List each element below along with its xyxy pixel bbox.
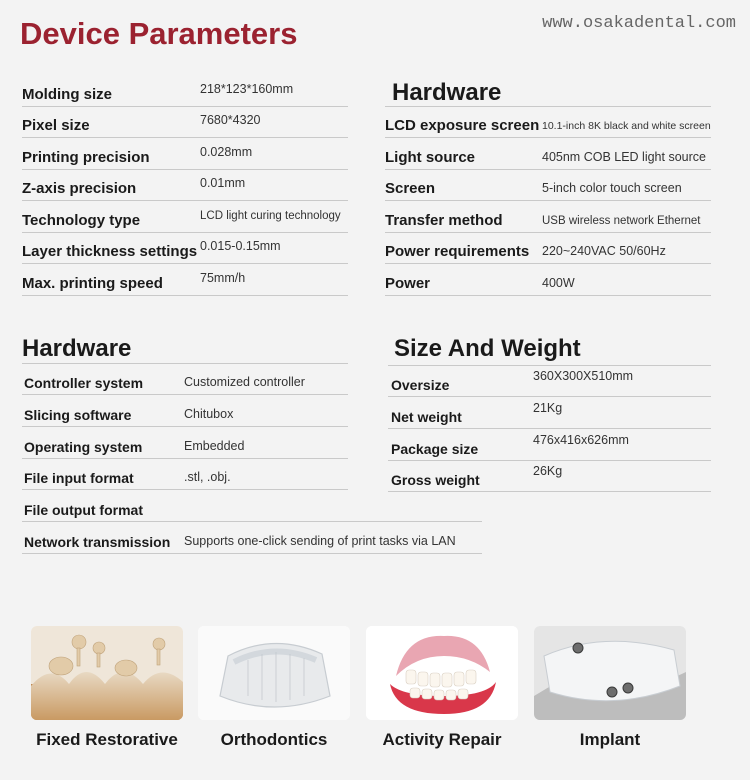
spec-value: Embedded	[184, 439, 245, 453]
spec-label: Gross weight	[391, 472, 480, 488]
spec-label: Network transmission	[24, 534, 171, 550]
spec-label: Max. printing speed	[22, 275, 163, 292]
hardware-heading: Hardware	[22, 335, 132, 362]
spec-row	[22, 491, 482, 522]
spec-value: 0.028mm	[200, 145, 253, 159]
spec-row	[22, 202, 348, 233]
spec-value: 21Kg	[533, 401, 563, 415]
spec-label: File input format	[24, 470, 134, 486]
spec-row	[22, 170, 348, 201]
spec-value: USB wireless network Ethernet	[542, 215, 701, 227]
spec-row	[22, 107, 348, 138]
spec-label: File output format	[24, 502, 143, 518]
caption-implant: Implant	[579, 730, 641, 749]
spec-label: Molding size	[22, 86, 112, 103]
spec-row	[385, 202, 711, 233]
spec-row	[22, 428, 348, 459]
spec-label: Slicing software	[24, 407, 132, 423]
spec-value: LCD light curing technology	[200, 210, 341, 222]
spec-row	[385, 107, 711, 138]
spec-value: Chitubox	[184, 407, 234, 421]
spec-row	[22, 233, 348, 264]
spec-label: Net weight	[391, 409, 462, 425]
spec-row	[385, 265, 711, 296]
spec-row	[22, 396, 348, 427]
spec-value: 405nm COB LED light source	[542, 150, 706, 164]
spec-value: 7680*4320	[200, 113, 261, 127]
orthodontics-image	[198, 626, 350, 720]
spec-label: Controller system	[24, 375, 144, 391]
spec-label: Z-axis precision	[22, 180, 137, 197]
spec-label: Operating system	[24, 439, 143, 455]
spec-label: Light source	[385, 149, 476, 166]
spec-row	[388, 430, 711, 461]
spec-label: Screen	[385, 180, 436, 197]
spec-value: 220~240VAC 50/60Hz	[542, 244, 666, 258]
hardware-heading: Hardware	[392, 79, 502, 106]
spec-value: 5-inch color touch screen	[542, 181, 682, 195]
spec-row	[385, 233, 711, 264]
caption-orthodontics: Orthodontics	[220, 730, 328, 749]
spec-value: 218*123*160mm	[200, 82, 294, 96]
spec-row	[22, 76, 348, 107]
activity-repair-image	[366, 626, 518, 720]
spec-row	[22, 139, 348, 170]
fixed-restorative-image	[31, 626, 183, 720]
size-weight-heading: Size And Weight	[394, 335, 581, 362]
spec-label: Package size	[391, 441, 479, 457]
spec-value: 10.1-inch 8K black and white screen	[542, 120, 711, 132]
spec-label: Transfer method	[385, 212, 503, 229]
spec-value: 0.01mm	[200, 176, 246, 190]
spec-value: .stl, .obj.	[184, 470, 231, 484]
spec-label: Power	[385, 275, 431, 292]
spec-value: Customized controller	[184, 375, 305, 389]
spec-label: Technology type	[22, 212, 141, 229]
spec-row	[388, 461, 711, 492]
spec-row	[388, 366, 711, 397]
spec-value: 360X300X510mm	[533, 369, 634, 383]
spec-label: Printing precision	[22, 149, 150, 166]
spec-label: Layer thickness settings	[22, 243, 198, 260]
application-gallery	[0, 626, 750, 776]
spec-row	[388, 398, 711, 429]
caption-activity-repair: Activity Repair	[382, 730, 502, 749]
spec-value: 26Kg	[533, 464, 563, 478]
spec-value: 75mm/h	[200, 271, 246, 285]
spec-row	[22, 523, 482, 554]
site-url: www.osakadental.com	[542, 14, 736, 33]
spec-value: 0.015-0.15mm	[200, 239, 281, 253]
caption-fixed-restorative: Fixed Restorative	[36, 730, 178, 749]
spec-row	[385, 170, 711, 201]
implant-image	[534, 626, 686, 720]
spec-label: LCD exposure screen	[385, 117, 540, 134]
page-title: Device Parameters	[20, 16, 298, 51]
spec-row	[385, 139, 711, 170]
spec-label: Power requirements	[385, 243, 530, 260]
spec-value: Supports one-click sending of print tasks via LAN	[184, 534, 456, 548]
spec-label: Pixel size	[22, 117, 90, 134]
spec-row	[22, 364, 348, 395]
spec-value: 476x416x626mm	[533, 433, 629, 447]
spec-value: 400W	[542, 276, 575, 290]
spec-row	[22, 459, 348, 490]
spec-label: Oversize	[391, 377, 450, 393]
spec-row	[22, 265, 348, 296]
